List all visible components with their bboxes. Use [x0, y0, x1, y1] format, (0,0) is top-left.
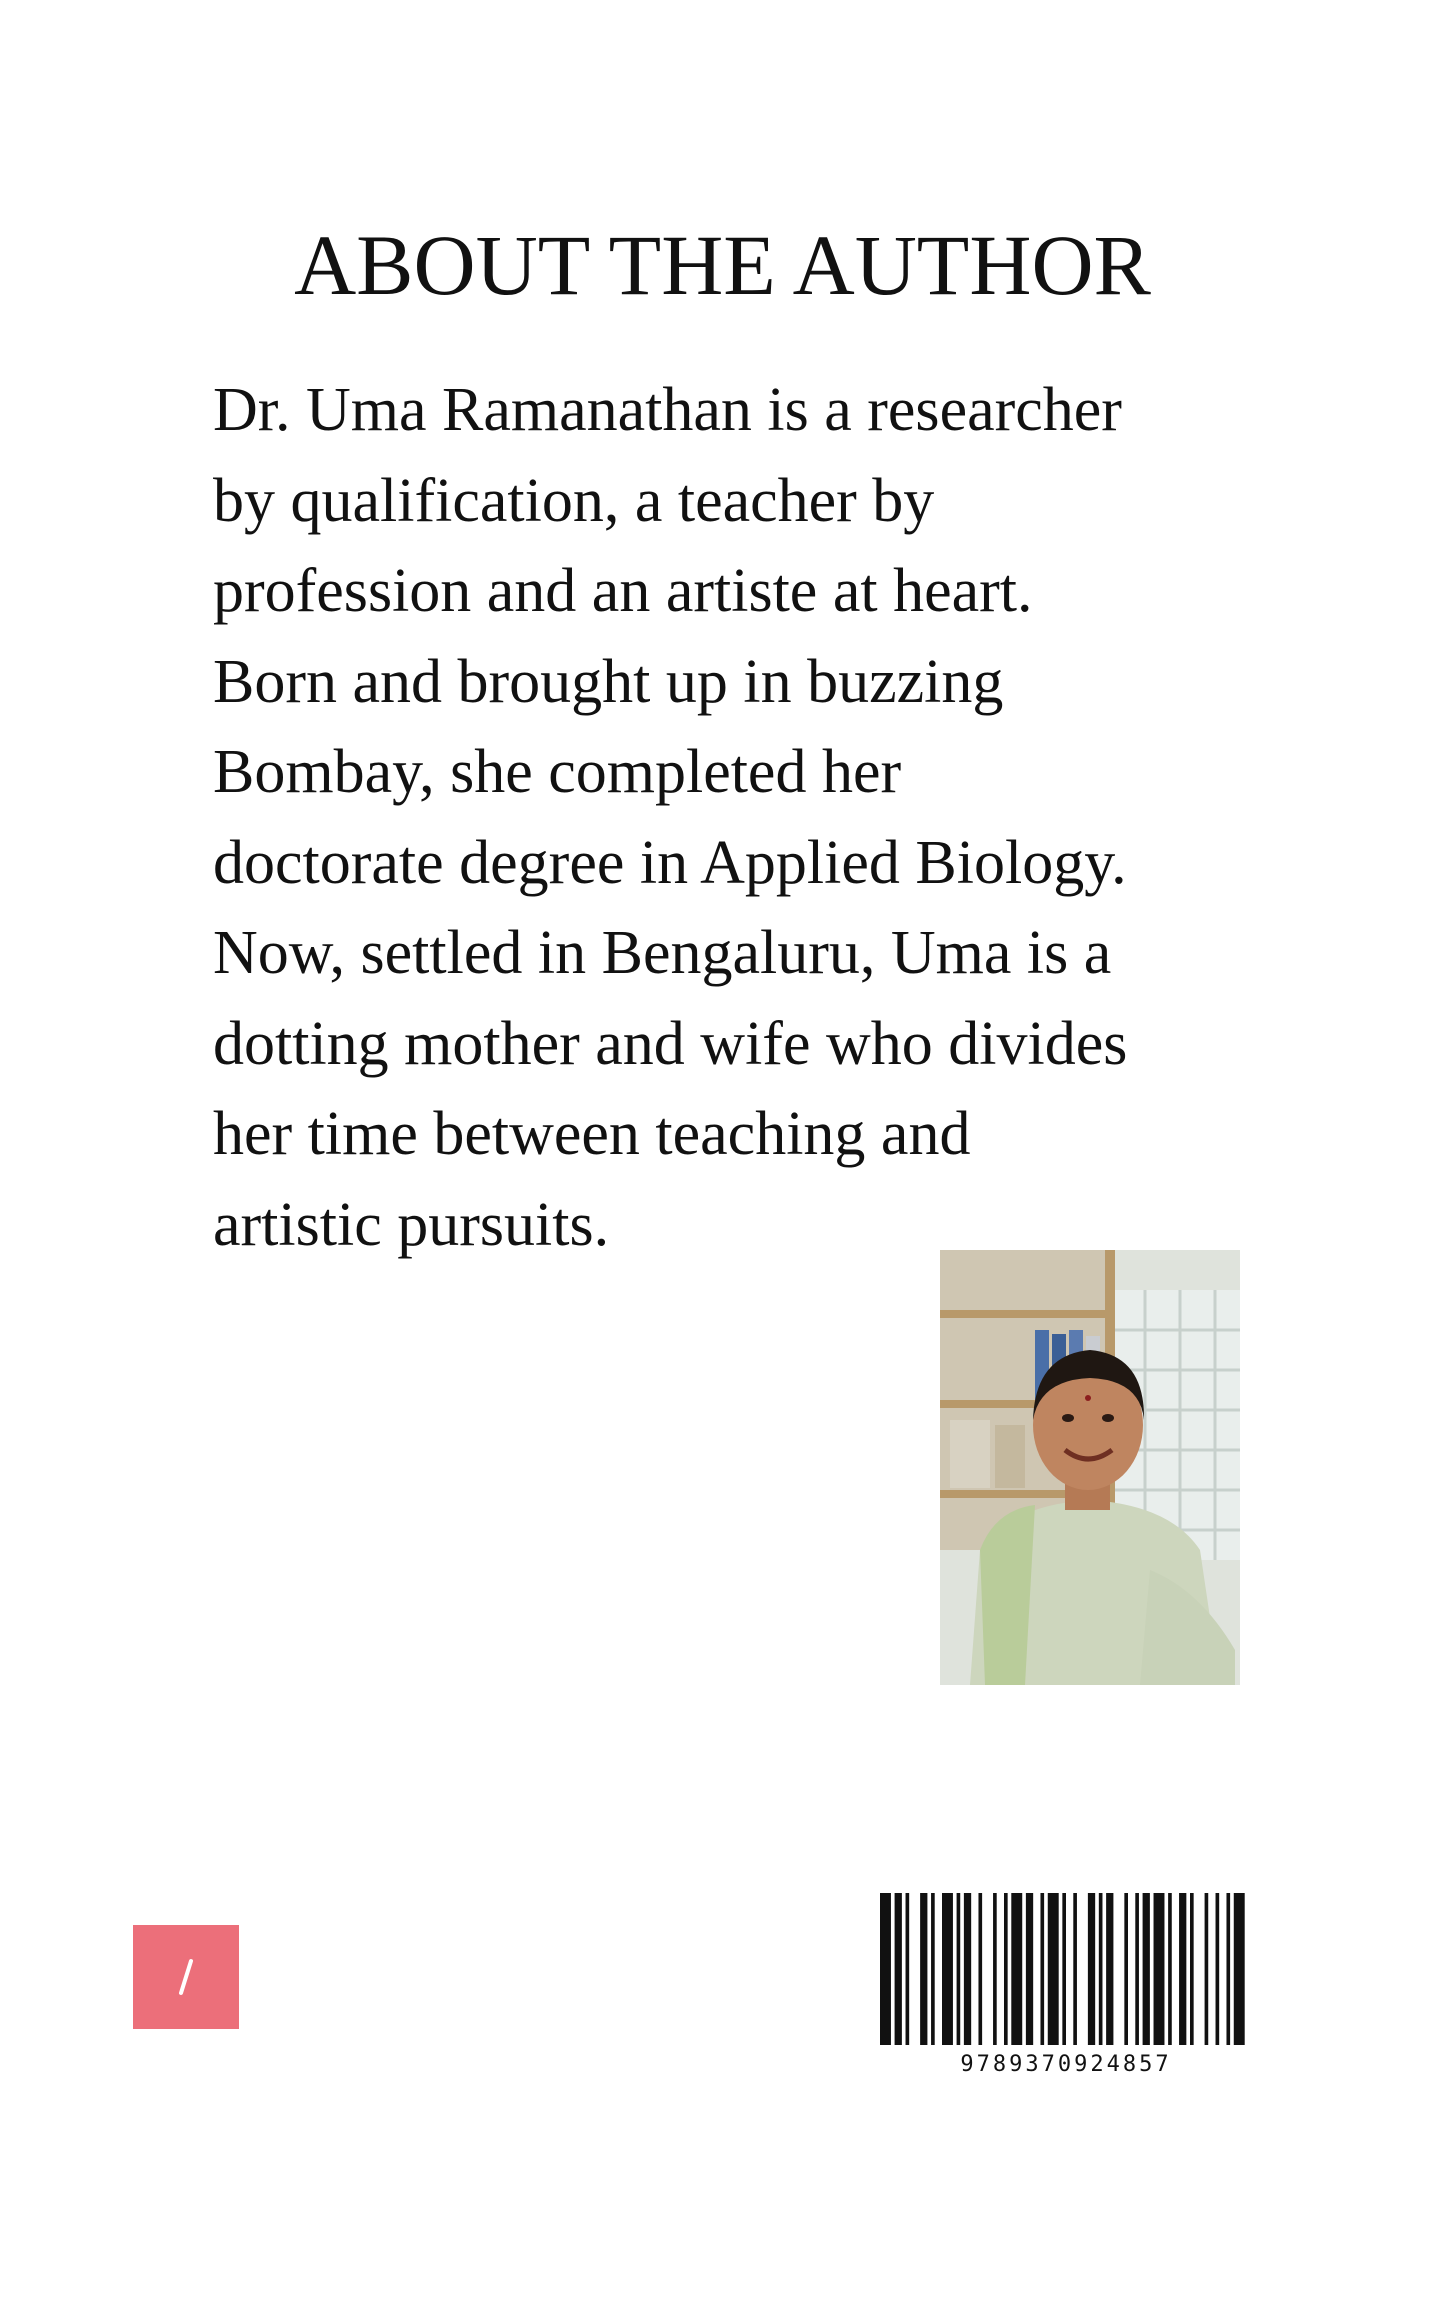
author-photo — [940, 1250, 1240, 1685]
bio-line: by qualification, a teacher by — [213, 466, 935, 535]
page-title: ABOUT THE AUTHOR — [294, 217, 1151, 313]
barcode-bar — [880, 1893, 891, 2045]
barcode-bar — [1190, 1893, 1194, 2045]
bio-line: Bombay, she completed her — [213, 738, 902, 806]
barcode-bar — [1154, 1893, 1165, 2045]
barcode-bar — [895, 1893, 902, 2045]
barcode-bar — [1004, 1893, 1008, 2045]
barcode-bar — [1226, 1893, 1230, 2045]
bio-line: Now, settled in Bengaluru, Uma is a — [213, 919, 1112, 987]
bio-line: artistic pursuits. — [213, 1190, 610, 1259]
barcode-bar — [1205, 1893, 1209, 2045]
barcode-bar — [1143, 1893, 1150, 2045]
barcode-bar — [1106, 1893, 1113, 2045]
slash-logo-icon — [133, 1925, 239, 2029]
barcode-bar — [931, 1893, 935, 2045]
bio-line: her time between teaching and — [213, 1100, 971, 1168]
barcode-bar — [993, 1893, 997, 2045]
bio-line: profession and an artiste at heart. — [213, 557, 1033, 625]
barcode-bar — [1026, 1893, 1033, 2045]
barcode-bar — [1062, 1893, 1066, 2045]
author-bio — [213, 365, 1293, 1270]
bio-line: Dr. Uma Ramanathan is a researcher — [213, 376, 1122, 444]
isbn-number: 9789370924857 — [960, 2052, 1172, 2077]
barcode-bar — [978, 1893, 982, 2045]
barcode-bar — [1040, 1893, 1044, 2045]
author-portrait-illustration — [940, 1250, 1240, 1685]
barcode-bar — [1073, 1893, 1077, 2045]
barcode-bar — [1168, 1893, 1172, 2045]
barcode-bar — [1099, 1893, 1103, 2045]
barcode-bar — [964, 1893, 971, 2045]
barcode-icon — [880, 1893, 1252, 2045]
barcode-bar — [1179, 1893, 1186, 2045]
barcode-bar — [1124, 1893, 1128, 2045]
barcode-bar — [1234, 1893, 1245, 2045]
barcode-bar — [942, 1893, 953, 2045]
bio-line: doctorate degree in Applied Biology. — [213, 828, 1127, 897]
barcode-bar — [957, 1893, 961, 2045]
bio-line: dotting mother and wife who divides — [213, 1009, 1128, 1078]
barcode-bar — [1048, 1893, 1059, 2045]
barcode-bar — [1011, 1893, 1022, 2045]
barcode-bar — [1216, 1893, 1220, 2045]
barcode-bar — [920, 1893, 927, 2045]
bio-line: Born and brought up in buzzing — [213, 647, 1004, 716]
barcode-bar — [1135, 1893, 1139, 2045]
publisher-logo — [133, 1925, 239, 2029]
barcode-bar — [1088, 1893, 1095, 2045]
barcode-bar — [906, 1893, 910, 2045]
